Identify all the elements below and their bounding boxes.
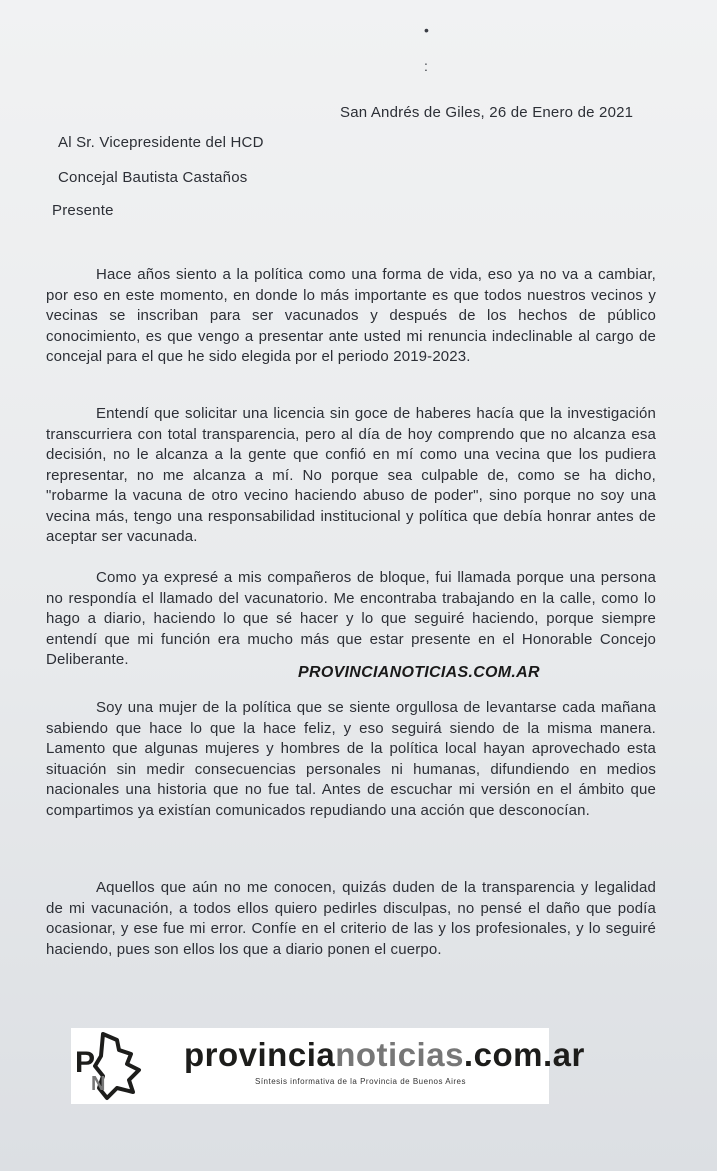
buenos-aires-province-outline-icon bbox=[73, 1030, 145, 1102]
letter-paragraph-5: Aquellos que aún no me conocen, quizás duden de la transparencia y legalidad de mi vacunación, a todos ellos quiero pedirles disculpas, no pensé el daño que podía ocasionar, y ese fue mi error. Confíe en el criterio de las y los profesionales, y lo seguiré haciendo, pues son ellos los que a diario ponen el cuerpo. bbox=[46, 879, 656, 958]
logo-name-part1: provincia bbox=[184, 1036, 336, 1073]
letter-date: San Andrés de Giles, 26 de Enero de 2021 bbox=[340, 104, 634, 121]
logo-tagline: Síntesis informativa de la Provincia de Buenos Aires bbox=[255, 1077, 466, 1086]
recipient-presente: Presente bbox=[52, 202, 114, 219]
letter-paragraph-2: Entendí que solicitar una licencia sin goce de haberes hacía que la investigación transcurriera con total transparencia, pero al día de hoy comprendo que no alcanza esa decisión, no le alcanza a la gente que confió en mí como una vecina que los pudiera representar, no me alcanza a mí. No porque sea culpable de, como se ha dicho, "robarme la vacuna de otro vecino haciendo abuso de poder", sino porque no soy una vecina más, tengo una responsabilidad institucional y política que debía honrar antes de aceptar ser vacunada. bbox=[46, 405, 656, 545]
letter-paragraph-1: Hace años siento a la política como una forma de vida, eso ya no va a cambiar, por eso en este momento, en donde lo más importante es que todos nuestros vecinos y vecinas se inscriban para ser vacunados y después de los hechos de público conocimiento, es que vengo a presentar ante usted mi renuncia indeclinable al cargo de concejal para el que he sido elegida por el periodo 2019-2023. bbox=[46, 266, 656, 365]
punch-mark: : bbox=[424, 58, 428, 74]
recipient-name: Concejal Bautista Castaños bbox=[58, 169, 248, 186]
punch-mark: • bbox=[424, 22, 429, 38]
logo-name-part2: noticias bbox=[335, 1036, 464, 1073]
letter-paragraph-4: Soy una mujer de la política que se siente orgullosa de levantarse cada mañana sabiendo que hace lo que la hace feliz, y eso seguirá siendo de la misma manera. Lamento que algunas mujeres y hombres de la política local hayan aprovechado esta situación sin medir consecuencias personales ni humanas, difundiendo en medios nacionales una historia que no fue tal. Antes de escuchar mi versión en el ámbito que compartimos ya existían comunicados repudiando una acción que desconocían. bbox=[46, 699, 656, 819]
logo-name-part3: .com.ar bbox=[463, 1036, 585, 1073]
recipient-title: Al Sr. Vicepresidente del HCD bbox=[58, 134, 264, 151]
site-watermark: PROVINCIANOTICIAS.COM.AR bbox=[298, 664, 540, 681]
logo-wordmark bbox=[184, 1036, 585, 1074]
provincianoticias-logo bbox=[71, 1028, 585, 1104]
letter-paragraph-3: Como ya expresé a mis compañeros de bloque, fui llamada porque una persona no respondía el llamado del vacunatorio. Me encontraba trabajando en la calle, como lo hago a diario, haciendo lo que sé hacer y lo que seguiré haciendo, porque siempre entendí que mi función era mucho más que estar presente en el Honorable Concejo Deliberante. bbox=[46, 569, 656, 668]
svg-text:P: P bbox=[75, 1046, 96, 1079]
svg-text:N: N bbox=[91, 1073, 106, 1095]
